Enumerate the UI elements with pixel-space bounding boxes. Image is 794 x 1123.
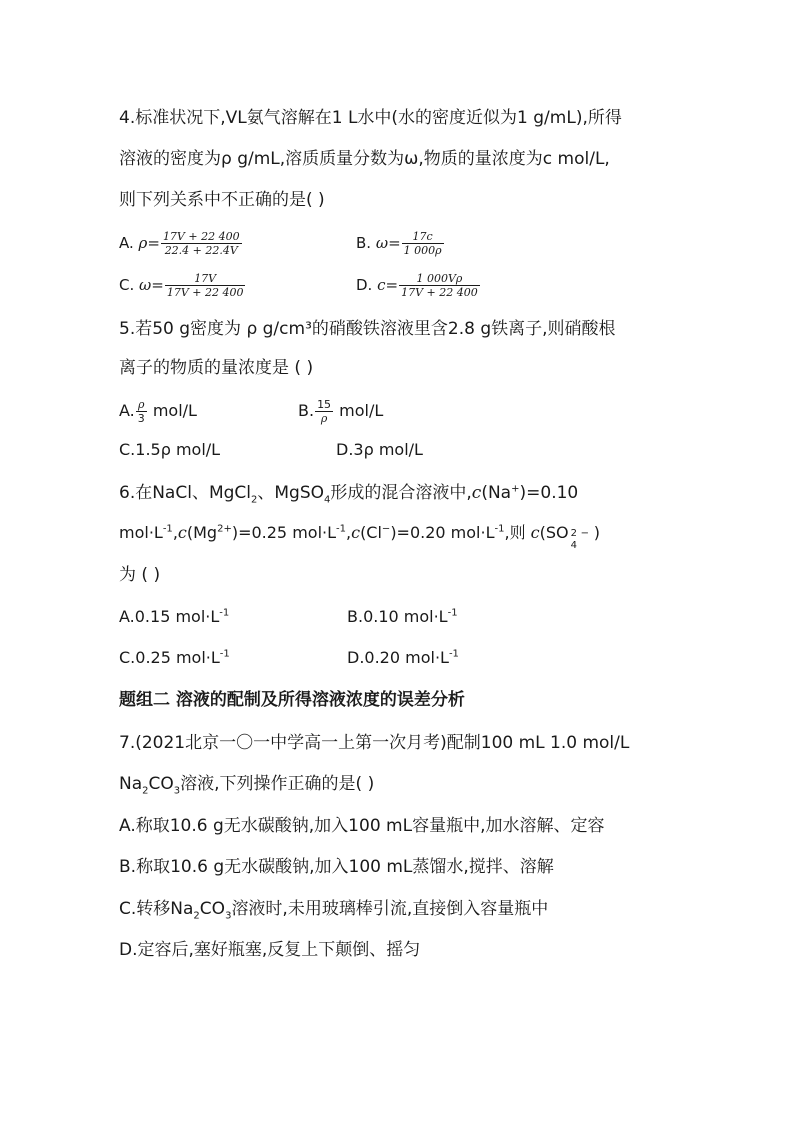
text-run: )=0.20 mol·L [390, 523, 495, 542]
option-unit: mol/L [147, 401, 197, 420]
q7-option-d: D.定容后,塞好瓶塞,反复上下颠倒、摇匀 [119, 940, 421, 960]
q4-line-3: 则下列关系中不正确的是( ) [119, 190, 325, 210]
superscript: -1 [447, 607, 458, 619]
option-lhs: ρ= [138, 234, 160, 252]
text-run: 6.在NaCl、MgCl [119, 483, 251, 503]
text-run: CO [148, 774, 174, 794]
fraction [165, 272, 246, 299]
q6-option-d [347, 648, 459, 668]
fraction [399, 272, 480, 299]
text-run: , [346, 523, 352, 542]
superscript: − [580, 527, 590, 539]
subscript: 3 [173, 785, 181, 797]
q4-option-b [356, 230, 445, 257]
q6-line-1 [119, 481, 578, 505]
subscript: 4 [570, 539, 578, 551]
text-run: 溶液,下列操作正确的是( ) [180, 774, 375, 794]
fraction-denominator: 22.4 + 22.4V [161, 243, 242, 257]
option-label: A. [119, 234, 134, 252]
text-run: )=0.25 mol·L [231, 523, 337, 542]
sulfate-charge [569, 525, 590, 551]
text-run: )=0.10 [519, 483, 579, 503]
superscript: 2 [570, 527, 578, 539]
text-run: 、MgSO [257, 483, 325, 503]
q5-option-a [119, 398, 197, 425]
option-text: D.0.20 mol·L [347, 648, 449, 667]
text-run: C.转移Na [119, 899, 194, 919]
q6-option-c [119, 648, 230, 668]
q4-line-1: 4.标准状况下,VL氨气溶解在1 L水中(水的密度近似为1 g/mL),所得 [119, 108, 622, 128]
q5-line-1: 5.若50 g密度为 ρ g/cm³的硝酸铁溶液里含2.8 g铁离子,则硝酸根 [119, 319, 616, 339]
text-run: (SO [539, 523, 569, 542]
q6-option-b [347, 607, 458, 627]
text-run: Na [119, 774, 143, 794]
subscript: 2 [142, 785, 149, 797]
superscript: -1 [336, 523, 346, 535]
option-label: C. [119, 276, 135, 294]
superscript: -1 [494, 523, 505, 535]
option-lhs: c= [377, 276, 399, 294]
fraction-denominator: ρ [315, 411, 333, 425]
subscript: 3 [225, 910, 232, 922]
option-label: B. [298, 401, 315, 420]
text-run: mol·L [119, 523, 163, 542]
fraction-numerator: 15 [317, 398, 332, 411]
fraction-numerator: 17V [194, 272, 217, 285]
option-unit: mol/L [334, 401, 384, 420]
fraction-numerator: ρ [138, 398, 145, 411]
fraction-denominator: 17V + 22 400 [401, 286, 478, 299]
option-text: B.0.10 mol·L [347, 607, 448, 626]
text-run: (Cl [360, 523, 382, 542]
fraction-denominator: 1 000ρ [403, 244, 442, 257]
text-run: ,则 [504, 523, 531, 542]
option-text: A.0.15 mol·L [119, 607, 220, 626]
option-label: D. [356, 276, 373, 294]
q5-line-2: 离子的物质的量浓度是 ( ) [119, 358, 314, 378]
fraction [402, 230, 444, 257]
text-run: 形成的混合溶液中, [330, 483, 472, 503]
text-run: CO [199, 899, 226, 919]
superscript: − [381, 523, 391, 535]
q4-option-a [119, 230, 243, 257]
variable-c: c [530, 523, 540, 542]
q4-option-c [119, 272, 246, 299]
text-run: ) [588, 523, 600, 542]
text-run: , [172, 523, 178, 542]
q6-line-2 [119, 521, 600, 551]
q4-option-d [356, 272, 481, 299]
fraction [315, 398, 333, 425]
superscript: + [511, 483, 520, 495]
superscript: -1 [448, 648, 459, 660]
q7-option-a: A.称取10.6 g无水碳酸钠,加入100 mL容量瓶中,加水溶解、定容 [119, 816, 605, 836]
text-run: (Na [481, 483, 512, 503]
variable-c: c [351, 523, 361, 542]
section-heading: 题组二 溶液的配制及所得溶液浓度的误差分析 [119, 690, 465, 710]
superscript: -1 [219, 648, 230, 660]
fraction [136, 398, 147, 425]
fraction-numerator: 1 000Vρ [416, 272, 463, 285]
q7-line-1: 7.(2021北京一〇一中学高一上第一次月考)配制100 mL 1.0 mol/L [119, 733, 630, 753]
fraction-numerator: 17V + 22 400 [162, 230, 240, 243]
option-lhs: ω= [375, 234, 401, 252]
superscript: 2+ [217, 523, 232, 535]
option-lhs: ω= [139, 276, 164, 294]
q5-option-b [298, 398, 383, 425]
q5-option-d: D.3ρ mol/L [336, 440, 423, 459]
q4-line-2: 溶液的密度为ρ g/mL,溶质质量分数为ω,物质的量浓度为c mol/L, [119, 149, 610, 169]
q7-line-2 [119, 772, 374, 796]
q7-option-b: B.称取10.6 g无水碳酸钠,加入100 mL蒸馏水,搅拌、溶解 [119, 857, 554, 877]
subscript: 4 [324, 494, 331, 506]
superscript: -1 [162, 523, 173, 535]
q5-option-c: C.1.5ρ mol/L [119, 440, 221, 459]
option-text: C.0.25 mol·L [119, 648, 220, 667]
variable-c: c [471, 483, 482, 503]
fraction-numerator: 17c [412, 230, 433, 243]
fraction-denominator: 17V + 22 400 [166, 286, 244, 299]
fraction [161, 230, 242, 257]
option-label: B. [356, 234, 372, 252]
subscript: 2 [193, 910, 200, 922]
q7-option-c [119, 897, 548, 921]
text-run: 溶液时,未用玻璃棒引流,直接倒入容量瓶中 [231, 899, 549, 919]
q6-line-3: 为 ( ) [119, 565, 161, 585]
q6-option-a [119, 607, 229, 627]
fraction-denominator: 3 [137, 412, 145, 425]
text-run: (Mg [186, 523, 218, 542]
variable-c: c [177, 523, 187, 542]
subscript: 2 [251, 494, 258, 506]
option-label: A. [119, 401, 135, 420]
superscript: -1 [219, 607, 230, 619]
